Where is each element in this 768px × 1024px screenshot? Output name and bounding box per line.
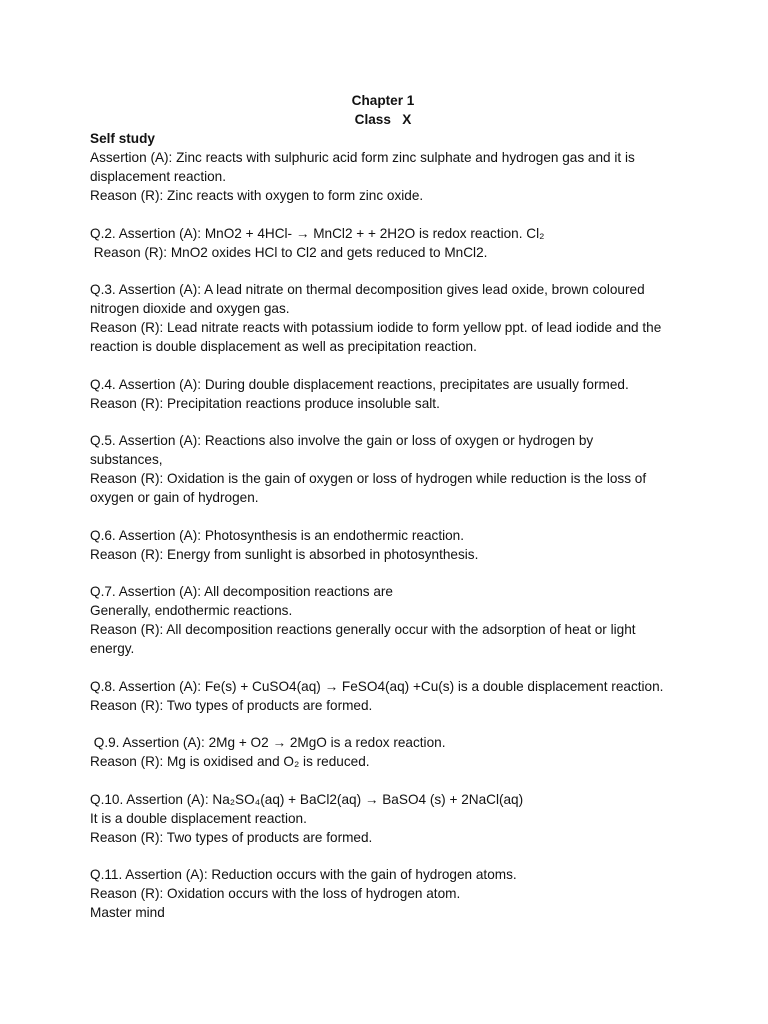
text-line: Q.11. Assertion (A): Reduction occurs with the gain of hydrogen atoms. [90, 867, 517, 882]
text-line: Q.2. Assertion (A): MnO2 + 4HCl- → MnCl2 + + 2H2O is redox reaction. Cl₂ [90, 225, 545, 241]
chapter-heading: Chapter 1 [351, 93, 415, 108]
text-line: Q.8. Assertion (A): Fe(s) + CuSO4(aq) → FeSO4(aq) +Cu(s) is a double displacement reaction. [90, 678, 664, 694]
text-line: Reason (R): MnO2 oxides HCl to Cl2 and gets reduced to MnCl2. [90, 244, 488, 260]
text-line: Q.7. Assertion (A): All decomposition reactions are [90, 584, 393, 599]
text-line: Reason (R): Mg is oxidised and O₂ is reduced. [90, 754, 370, 769]
question-6 [90, 526, 690, 564]
text-line: Reason (R): Lead nitrate reacts with potassium iodide to form yellow ppt. of lead iodide and the [90, 320, 662, 335]
text-line: Reason (R): Energy from sunlight is absorbed in photosynthesis. [90, 546, 479, 562]
question-5 [90, 431, 690, 507]
text-line: Reason (R): Zinc reacts with oxygen to form zinc oxide. [90, 188, 424, 203]
question-9 [90, 733, 690, 771]
spacer [90, 564, 690, 583]
text-line: Q.9. Assertion (A): 2Mg + O2 → 2MgO is a redox reaction. [90, 735, 446, 750]
question-11 [90, 865, 690, 922]
text-line: Q.4. Assertion (A): During double displacement reactions, precipitates are usually formed. [90, 376, 629, 392]
spacer [90, 205, 690, 224]
text-line: oxygen or gain of hydrogen. [90, 490, 259, 505]
text-line: displacement reaction. [90, 169, 227, 184]
spacer [90, 356, 690, 375]
text-line: Reason (R): Oxidation is the gain of oxygen or loss of hydrogen while reduction is the loss of [90, 471, 647, 486]
text-line: Q.3. Assertion (A): A lead nitrate on thermal decomposition gives lead oxide, brown coloured [90, 282, 645, 297]
text-line: Generally, endothermic reactions. [90, 603, 293, 618]
text-line: Q.10. Assertion (A): Na₂SO₄(aq) + BaCl2(aq) → BaSO4 (s) + 2NaCl(aq) [90, 791, 524, 807]
text-line: Reason (R): Oxidation occurs with the loss of hydrogen atom. [90, 886, 461, 901]
spacer [90, 507, 690, 526]
document-content [90, 91, 690, 922]
spacer [90, 262, 690, 281]
text-line: energy. [90, 641, 135, 656]
question-3 [90, 280, 690, 356]
question-10 [90, 790, 690, 847]
text-line: reaction is double displacement as well as precipitation reaction. [90, 339, 477, 354]
text-line: Reason (R): Two types of products are formed. [90, 697, 373, 713]
text-line: Reason (R): Two types of products are formed. [90, 829, 373, 845]
text-line: Reason (R): All decomposition reactions generally occur with the adsorption of heat or light [90, 622, 636, 637]
question-1 [90, 148, 690, 205]
text-line: Assertion (A): Zinc reacts with sulphuric acid form zinc sulphate and hydrogen gas and it is [90, 150, 635, 165]
spacer [90, 658, 690, 677]
class-heading: Class X [354, 112, 412, 127]
spacer [90, 847, 690, 866]
question-7 [90, 582, 690, 658]
text-line: Q.5. Assertion (A): Reactions also involve the gain or loss of oxygen or hydrogen by [90, 433, 594, 448]
text-line: nitrogen dioxide and oxygen gas. [90, 301, 290, 316]
question-4 [90, 375, 690, 413]
text-line: Reason (R): Precipitation reactions produce insoluble salt. [90, 395, 440, 411]
question-8 [90, 677, 690, 715]
question-2 [90, 224, 690, 262]
spacer [90, 771, 690, 790]
section-title: Self study [90, 131, 155, 146]
text-line: It is a double displacement reaction. [90, 810, 307, 826]
text-line: Q.6. Assertion (A): Photosynthesis is an endothermic reaction. [90, 527, 465, 543]
text-line: Master mind [90, 905, 165, 920]
spacer [90, 413, 690, 432]
text-line: substances, [90, 452, 163, 467]
spacer [90, 715, 690, 734]
